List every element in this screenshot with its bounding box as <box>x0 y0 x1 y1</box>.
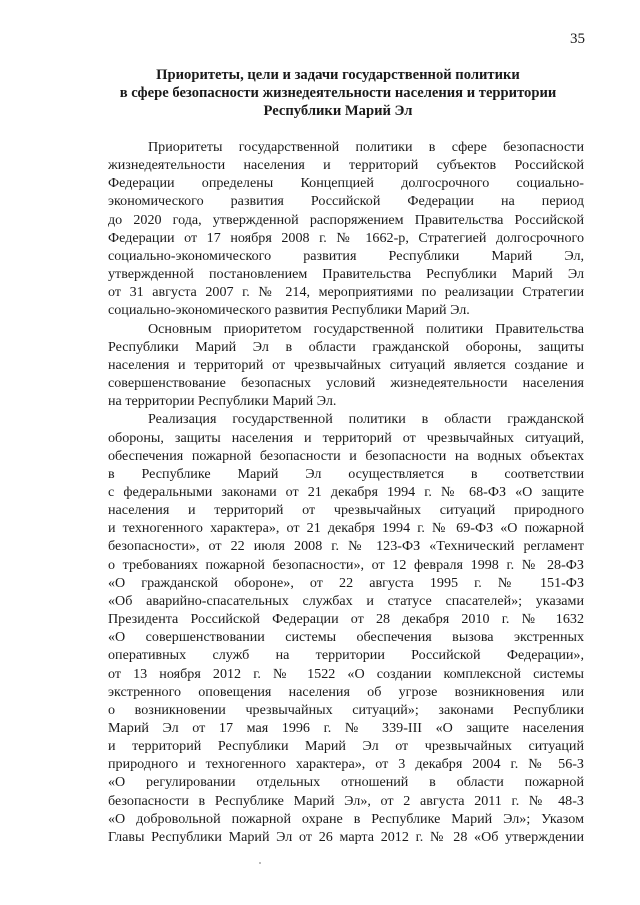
text-line: с федеральными законами от 21 декабря 1994 г. № 68-ФЗ «О защите <box>108 483 584 500</box>
text-line: обеспечения пожарной безопасности и безопасности на водных объектах <box>108 447 584 464</box>
paragraph-priorities <box>108 138 584 320</box>
body-text <box>108 138 584 846</box>
text-line: от 13 ноября 2012 г. № 1522 «О создании комплексной системы <box>108 665 584 682</box>
page-number: 35 <box>570 31 585 47</box>
text-line: от 31 августа 2007 г. № 214, мероприятиями по реализации Стратегии <box>108 284 584 301</box>
text-line: и техногенного характера», от 21 декабря 1994 г. № 69-ФЗ «О пожарной <box>108 520 584 537</box>
text-line: Федерации от 17 ноября 2008 г. № 1662-р, Стратегией долгосрочного <box>108 229 584 246</box>
text-line: Основным приоритетом государственной политики Правительства <box>148 320 584 337</box>
text-line: природного и техногенного характера», от 3 декабря 2004 г. № 56-З <box>108 756 584 773</box>
text-line: населения и территорий от чрезвычайных ситуаций является создание и <box>108 356 584 373</box>
title-line: Приоритеты, цели и задачи государственной политики <box>156 67 520 83</box>
text-line: Марий Эл от 17 мая 1996 г. № 339-III «О защите населения <box>108 720 584 736</box>
text-line: Президента Российской Федерации от 28 декабря 2010 г. № 1632 <box>108 611 584 628</box>
text-line: безопасности в Республике Марий Эл», от 2 августа 2011 г. № 48-З <box>108 792 584 809</box>
text-line: утвержденной постановлением Правительства Республики Марий Эл <box>108 266 584 283</box>
text-line: совершенствование безопасных условий жизнедеятельности населения <box>108 375 584 392</box>
text-line: о требованиях пожарной безопасности», от 12 февраля 1998 г. № 28-ФЗ <box>108 556 584 573</box>
title-line: в сфере безопасности жизнедеятельности населения и территории <box>119 85 557 101</box>
text-line: оперативных служб на территории Российской Федерации», <box>108 647 584 664</box>
text-line: «Об аварийно-спасательных службах и статусе спасателей»; указами <box>108 592 584 609</box>
text-line: населения и территорий от чрезвычайных ситуаций природного <box>108 502 584 519</box>
text-line: о возникновении чрезвычайных ситуаций»; законами Республики <box>108 701 584 718</box>
text-line: Приоритеты государственной политики в сфере безопасности <box>148 139 584 155</box>
text-line: «О добровольной пожарной охране в Республике Марий Эл»; Указом <box>108 810 584 827</box>
text-line: «О совершенствовании системы обеспечения вызова экстренных <box>108 629 584 646</box>
text-line: безопасности», от 22 июля 2008 г. № 123-ФЗ «Технический регламент <box>108 538 584 555</box>
text-line: социально-экономического развития Республики Марий Эл, <box>108 247 584 264</box>
text-line: в Республике Марий Эл осуществляется в соответствии <box>108 465 584 482</box>
text-line: жизнедеятельности населения и территорий субъектов Российской <box>108 157 584 174</box>
section-title <box>90 66 586 120</box>
text-line: и территорий Республики Марий Эл от чрезвычайных ситуаций <box>108 738 584 755</box>
text-line: Республики Марий Эл в области гражданской обороны, защиты <box>108 338 584 355</box>
text-line: «О гражданской обороне», от 22 августа 1995 г. № 151-ФЗ <box>108 574 584 591</box>
text-line: обороны, защиты населения и территорий от чрезвычайных ситуаций, <box>108 429 584 446</box>
text-line: до 2020 года, утвержденной распоряжением Правительства Российской <box>108 211 584 228</box>
title-line: Республики Марий Эл <box>263 103 413 119</box>
scan-speck <box>259 862 261 864</box>
paragraph-implementation <box>108 410 584 846</box>
text-line: Главы Республики Марий Эл от 26 марта 2012 г. № 28 «Об утверждении <box>108 828 584 845</box>
text-line: Федерации определены Концепцией долгосрочного социально- <box>108 175 584 192</box>
paragraph-main-priority <box>108 320 584 411</box>
text-line: на территории Республики Марий Эл. <box>108 393 337 410</box>
text-line: социально-экономического развития Республики Марий Эл. <box>108 302 470 319</box>
text-line: экстренного оповещения населения об угрозе возникновения или <box>108 683 584 700</box>
text-line: «О регулировании отдельных отношений в области пожарной <box>108 774 584 791</box>
text-line: Реализация государственной политики в области гражданской <box>148 411 584 428</box>
text-line: экономического развития Российской Федерации на период <box>108 193 584 210</box>
